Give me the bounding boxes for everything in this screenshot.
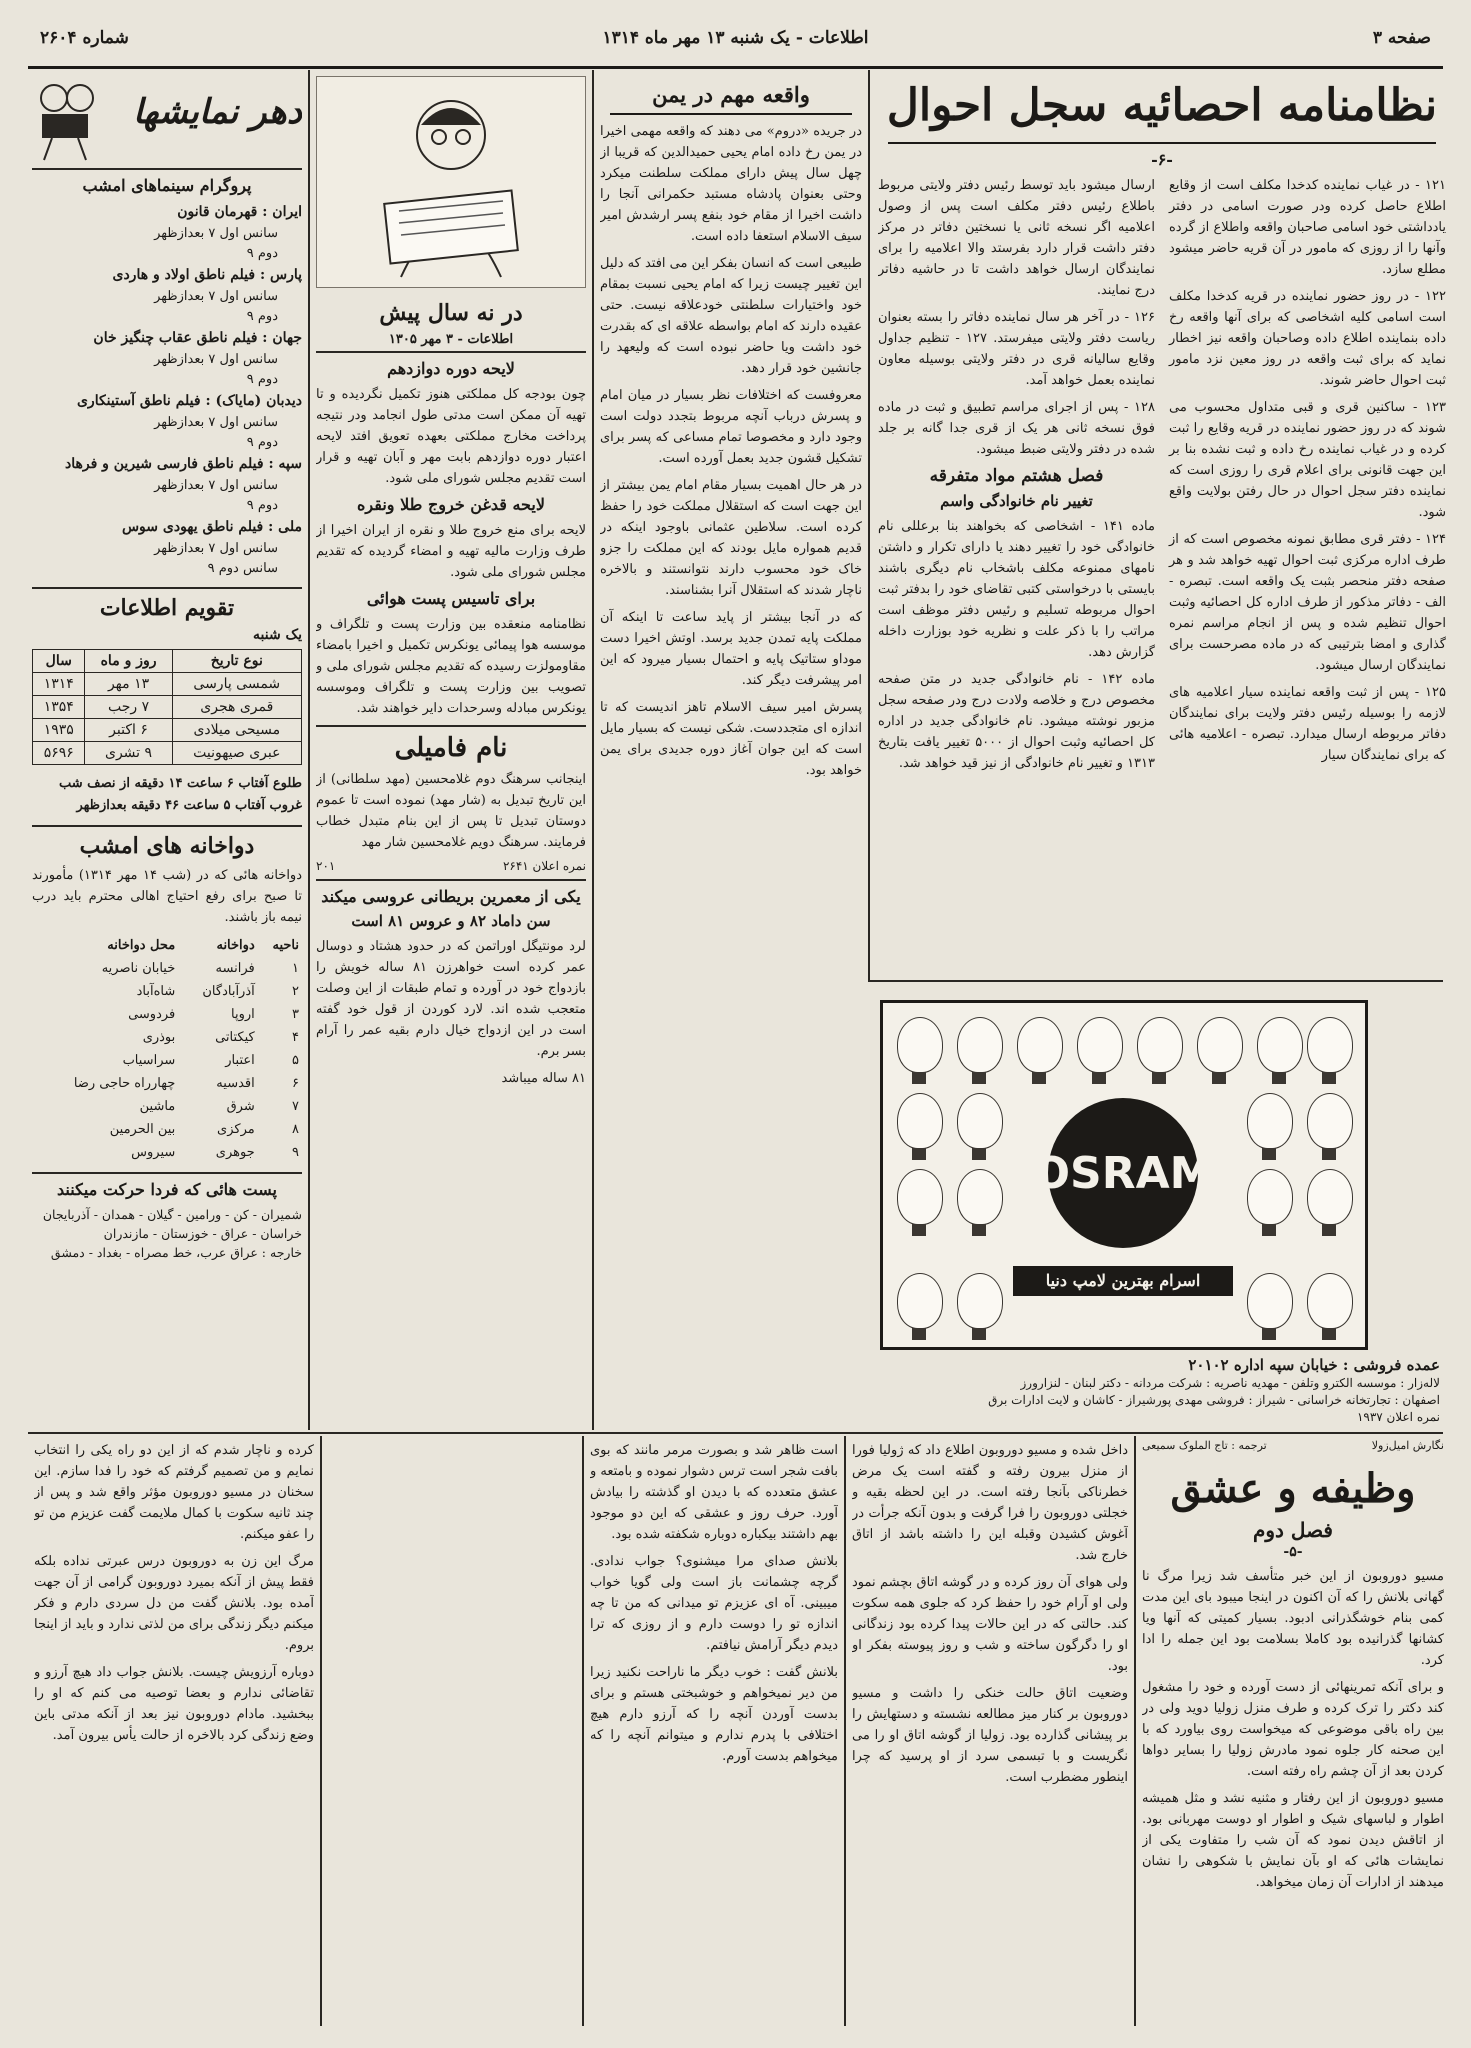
yemen-paragraph: معروفست که اختلافات نظر بسیار در میان امام و پسرش درباب آنچه مربوط بتجدد دولت است وجود دارد و مخصوصا تمام مساعی که پسر برای تشکیل قشون جدید بعمل آورده است. — [600, 388, 862, 466]
calendar-daymonth: ۶ اکتبر — [85, 719, 172, 742]
serial-paragraph: و برای آنکه تمرینهائی از دست آورده و خود را مشغول کند دکتر را ترک کرده و طرف منزل زولیا دوید ولی در بین راه باقی موضوعی که میخواست روی بیاورد که با این صحنه کار جلوه نمود مادرش زولیا را بسایر دواها کردن بعد از آن چشم راه رفته است. — [1142, 1680, 1444, 1779]
calendar-day: یک شنبه — [253, 627, 302, 643]
calendar-year: ۱۳۵۴ — [33, 696, 85, 719]
pharmacy-row — [32, 1118, 302, 1141]
cinema-list — [32, 201, 302, 579]
census-article — [878, 76, 1446, 976]
bulb-illustration — [1247, 1093, 1293, 1149]
serial-paragraph: ولی هوای آن روز کرده و در گوشه اتاق بچشم نمود ولی او آرام خود را حفظ کرد که جلوی همه سکوت کند. حالتی که در این حالات پیدا کرده بود زندگانی او را دگرگون ساخته و شب و روز پیوسته بفکر او بود. — [852, 1575, 1128, 1674]
family-name-code: ۲۰۱ — [316, 859, 336, 873]
issue-number: شماره ۲۶۰۴ — [40, 28, 129, 48]
pharmacy-location: چهارراه حاجی رضا — [73, 1076, 176, 1091]
bulb-illustration — [1307, 1273, 1353, 1329]
bulb-illustration — [897, 1017, 943, 1073]
family-name-notice: نمره اعلان ۲۶۴۱ — [502, 859, 586, 873]
theater-film: فیلم ناطق عقاب چنگیز خان — [93, 330, 258, 346]
bulb-illustration — [1137, 1017, 1183, 1073]
theater-show-first: سانس اول ۷ بعدازظهر — [154, 541, 278, 556]
serial-paragraph: مسیو دوروبون از این رفتار و مثنیه نشد و مثل همیشه اطوار و لباسهای شیک و اطوار او دوست مهربانی بود. از اتاقش دیدن نمود که آن شب را متفاوت یکی از نمایشات هائی که او بآن نمایش با شکوهی را نشان میدهند از ادارات آن زمان میخواهد. — [1142, 1791, 1444, 1890]
serial-paragraph: مسیو دوروبون از این خبر متأسف شد زیرا مرگ نا گهانی بلانش را که آن اکنون در اینجا میبود بای این مدت کمی بنام خوشگذرانی ادبود. بسیار کمیتی که آنها ویا کشانها گذرانیده بود کاملا بسلامت بود این جمله را ادا کرد. — [1142, 1569, 1444, 1668]
theater-name: دیدبان (مایاک) : — [205, 393, 302, 409]
serial-chapter: فصل دوم — [1253, 1518, 1333, 1542]
cinema-header — [32, 76, 302, 170]
calendar-title: تقویم اطلاعات — [99, 595, 235, 621]
bulb-illustration — [1307, 1017, 1353, 1073]
history-paragraph: لایحه برای منع خروج طلا و نقره از ایران اخیرا از طرف وزارت مالیه تهیه و امضاء گردیده که تقدیم مجلس شورای ملی شود. — [316, 523, 586, 580]
theater-show-second: دوم ۹ — [246, 372, 278, 387]
serial-column — [852, 1440, 1128, 2026]
bulb-illustration — [1307, 1093, 1353, 1149]
serial-byline: نگارش امیل‌زولا — [1371, 1439, 1444, 1452]
pharmacy-name: اروپا — [230, 1007, 255, 1022]
column-divider — [582, 1436, 584, 2026]
bulb-illustration — [1197, 1017, 1243, 1073]
theater-show-first: سانس اول ۷ بعدازظهر — [154, 415, 278, 430]
calendar-type: شمسی پارسی — [172, 673, 301, 696]
masthead-rule — [28, 66, 1443, 69]
pharmacy-name: مرکزی — [217, 1122, 255, 1137]
pharmacy-row — [32, 957, 302, 980]
serial-paragraph: مرگ این زن به دوروبون درس عبرتی نداده بلکه فقط پیش از آنکه بمیرد دوروبون گرامی از آن جهت آمده بود. بلانش گفت من دل سردی دارم و فکر میکنم دیگر زندگی برای من لذتی ندارد و باید از اینجا بروم. — [34, 1554, 314, 1653]
pharmacy-row — [32, 1072, 302, 1095]
theater-show-second: دوم ۹ — [246, 498, 278, 513]
theater-name: سپه : — [268, 456, 302, 472]
theater-show-second: سانس دوم ۹ — [207, 561, 278, 576]
serial-paragraph: دوباره آرزویش چیست. بلانش جواب داد هیچ آرزو و تقاضائی ندارم و بعضا توصیه می کنم که او را ببخشید. مادام دوروبون نیز بعد از آنکه مدتی باین وضع زندگی کرد بالاخره از حالت یأس بیرون آمد. — [34, 1665, 314, 1743]
calendar-row — [33, 742, 302, 765]
pharmacy-col-name: دواخانه — [216, 938, 255, 953]
cinema-programs-title: پروگرام سینماهای امشب — [82, 176, 252, 195]
theater-name: ایران : — [262, 204, 302, 220]
pharmacy-location: سیروس — [131, 1145, 176, 1160]
census-paragraph: ۱۲۱ - در غیاب نماینده کدخدا مکلف است از وقایع اطلاع حاصل کرده ودر صورت اسامی در دفتر یادداشتی خود اسامی صاحبان واقعه واطلاع از گرده وآنها را از روزی که مامور در آن قریه حاضر میشود مطلع سازد. — [1169, 178, 1446, 277]
pharmacy-row — [32, 980, 302, 1003]
pharmacy-name: فرانسه — [215, 961, 255, 976]
pharmacy-area: ۵ — [292, 1053, 299, 1068]
census-paragraph: ۱۲۲ - در روز حضور نماینده در قریه کدخدا مکلف است اسامی کلیه اشخاصی که برای آنها واقعه رخ داده بنماینده اطلاع داده وصاحبان واقعه نیز اخطار نماید که برای ثبت واقعه در روز معین نزد مامور ثبت احوال حاضر شوند. — [1169, 289, 1446, 388]
pharmacy-col-area: ناحیه — [272, 938, 299, 953]
serial-paragraph: داخل شده و مسیو دوروبون اطلاع داد که ژولیا فورا از منزل بیرون رفته و گفته است یک مرض خطرناکی بآنجا رفته است. در این لحظه بقیه و خجلتی دوروبون را فرا گرفت و بدون آنکه جرأت در آغوش کشیدن وقبله این را داشته باشد از اتاق خارج شد. — [852, 1443, 1128, 1563]
pharmacy-name: اقدسیه — [216, 1076, 255, 1091]
theater-film: فیلم ناطق یهودی سوس — [121, 519, 264, 535]
pharmacy-area: ۶ — [292, 1076, 299, 1091]
theater-film: قهرمان قانون — [177, 204, 258, 220]
history-paragraph: چون بودجه کل مملکتی هنوز تکمیل نگردیده و تا تهیه آن ممکن است مدتی طول انجامد ودر نتیجه پرداخت مخارج مملکتی بعهده تعویق افتد لایحه اعتبار دوره دوازدهم بابت مهر و آبان تهیه و قرار است تقدیم مجلس شورای ملی شود. — [316, 387, 586, 486]
pharmacy-location: ماشین — [139, 1099, 176, 1114]
yemen-paragraph: که در آنجا بیشتر از پاید ساعت تا اینکه آن مملکت پایه تمدن جدید برسد. اوتش اخیرا دست موداو ستاتیک پایه و احتمال بسیار میرود که این امر پیشرفت دیگر کند. — [600, 610, 862, 688]
serial-title: وظیفه و عشق — [1170, 1465, 1416, 1512]
cinema-section-title: دهر نمایشها — [133, 92, 302, 132]
history-subheading: برای تاسیس پست هوائی — [366, 589, 536, 608]
pharmacy-name: اعتبار — [225, 1053, 255, 1068]
wedding-subtitle: سن داماد ۸۲ و عروس ۸۱ است — [351, 912, 551, 930]
census-paragraph: ۱۲۸ - پس از اجرای مراسم تطبیق و ثبت در ماده فوق نسخه ثانی هر یک از قری جدا گانه بر جلد شده در دفتر ولایتی ضبط میشود. — [878, 400, 1155, 457]
cinema-entry — [32, 516, 302, 579]
calendar-daymonth: ۹ تشری — [85, 742, 172, 765]
yemen-title: واقعه مهم در یمن — [652, 82, 810, 107]
section-divider — [28, 1432, 1443, 1434]
post-line: خراسان - عراق - خوزستان - مازندران — [103, 1226, 302, 1241]
title-underline — [610, 113, 852, 115]
pharmacy-area: ۳ — [292, 1007, 299, 1022]
pharmacy-name: کیکتاتی — [215, 1030, 255, 1045]
theater-show-second: دوم ۹ — [246, 309, 278, 324]
serial-paragraph: کرده و ناچار شدم که از این دو راه یکی را انتخاب نمایم و من تصمیم گرفتم که خود را فدا سازم. این سخنان در مسیو دوروبون مؤثر واقع شد و پس از چند ثانیه سکوت با کمال ملایمت گفت عزیزم من تو را عفو میکنم. — [34, 1443, 314, 1542]
pharmacy-area: ۷ — [292, 1099, 299, 1114]
pharmacy-area: ۲ — [292, 984, 299, 999]
cinema-entry — [32, 390, 302, 453]
column-divider — [844, 1436, 846, 2026]
theater-name: ملی : — [268, 519, 302, 535]
post-line: خارجه : عراق عرب، خط مصراه - بغداد - دمشق — [50, 1245, 302, 1260]
calendar-col-year: سال — [33, 650, 85, 673]
post-title: پست هائی که فردا حرکت میکنند — [57, 1180, 277, 1199]
pharmacy-row — [32, 1049, 302, 1072]
theater-show-second: دوم ۹ — [246, 246, 278, 261]
osram-dealer-line: لاله‌زار : موسسه الکترو وتلفن - مهدیه ناصریه : شرکت مردانه - دکتر لبنان - لنزارورز — [1020, 1376, 1440, 1390]
history-column — [316, 76, 586, 1426]
reader-illustration — [316, 76, 586, 288]
yemen-article — [600, 76, 862, 1426]
census-paragraph: ماده ۱۴۱ - اشخاصی که بخواهند بنا برعللی نام خانوادگی خود را تغییر دهند یا دارای تکرار و داشتن نامهای ممنوعه مکلف باشخاب نام دیگری باشند بایستی با درخواستی کتبی تقاضای خود را بدفتر ثبت احوال مربوطه تسلیم و رئیس دفتر موظف است مراتب را با ذکر علت و نظریه خود بوزارت داخله گزارش دهد. — [878, 519, 1155, 660]
serial-translator: ترجمه : تاج الملوک سمیعی — [1142, 1439, 1267, 1452]
theater-film: فیلم ناطق فارسی شیرین و فرهاد — [64, 456, 264, 472]
pharmacy-area: ۹ — [292, 1145, 299, 1160]
calendar-year: ۱۹۳۵ — [33, 719, 85, 742]
serial-paragraph: بلانش صدای مرا میشنوی؟ جواب ندادی. گرچه چشمانت باز است ولی گویا خواب میبینی. آه ای عزیزم تو میدانی که من تا چه اندازه تو را دوست دارم و از روزی که ترا دیدم دیگر آرامش نیافتم. — [590, 1554, 838, 1653]
calendar-type: عبری صیهونیت — [172, 742, 301, 765]
census-paragraph: ۱۲۴ - دفتر قری مطابق نمونه مخصوص است که از طرف اداره مرکزی ثبت احوال تهیه خواهد شد و هر صفحه دفتر منحصر بثبت یک واقعه است. تبصره - الف - دفاتر مذکور از طرف اداره کل احصائیه وثبت احوال تنظیم شده و پس از انجام مراسم نمره گذاری و امضا بترتیبی که در ماده مصرحست برای نمایندگان ارسال میشود. — [1169, 532, 1446, 673]
osram-dealers — [880, 1356, 1440, 1428]
family-name-title: نام فامیلی — [394, 733, 508, 763]
history-paragraph: نظامنامه منعقده بین وزارت پست و تلگراف و موسسه هوا پیمائی یونکرس تکمیل و اخیرا بامضاء مقاومولزت رسیده که تقدیم مجلس شورای ملی و تصویب بین وزارت پست و تلگراف وموسسه یونکرس مبادله وسرحدات دایر خواهند شد. — [316, 617, 586, 716]
serial-part: -۵- — [1283, 1544, 1303, 1560]
column-divider — [868, 70, 870, 980]
section-divider — [868, 980, 1443, 982]
osram-dealer-line: اصفهان : تجارتخانه خراسانی - شیراز : فروشی مهدی پورشیراز - کاشان و لایت ادارات برق — [988, 1393, 1440, 1407]
census-paragraph: ارسال میشود باید توسط رئیس دفتر ولایتی مربوط باطلاع رئیس دفتر مکلف است پس از وصول اعلامیه اگر نسخه ثانی یا نسختین دفاتر در مرکز دفتر داشت قرار دارد بفرستد والا اعلامیه را برای نمایندگان ارسال خواهد داشت تا در حاشیه دفاتر درج نمایند. — [878, 178, 1155, 298]
bulb-illustration — [957, 1169, 1003, 1225]
pharmacies-intro: دواخانه هائی که در (شب ۱۴ مهر ۱۳۱۴) مأمورند تا صبح برای رفع احتیاج اهالی محترم باید درب نیمه باز باشند. — [32, 868, 302, 925]
census-paragraph: ماده ۱۴۲ - نام خانوادگی جدید در متن صفحه مخصوص درج و خلاصه ولادت درج ودر صفحه سجل مزبور نوشته میشود. نام خانوادگی جدید در اداره کل احصائیه وثبت احوال از ۵۰۰۰ تغییر یافت بتاریخ ۱۳۱۳ و تغییر نام خانوادگی از نیز قید خواهد شد. — [878, 672, 1155, 771]
cinema-entry — [32, 264, 302, 327]
calendar-col-type: نوع تاریخ — [172, 650, 301, 673]
osram-dealer-line: عمده فروشی : خیابان سپه اداره ۲۰۱۰۲ — [1188, 1356, 1440, 1374]
pharmacy-location: خیابان ناصریه — [101, 961, 176, 976]
bulb-illustration — [1077, 1017, 1123, 1073]
chapter-subheading: تغییر نام خانوادگی واسم — [940, 492, 1093, 510]
osram-notice-number: نمره اعلان ۱۹۳۷ — [1356, 1410, 1440, 1424]
pharmacy-area: ۱ — [292, 961, 299, 976]
pharmacy-col-location: محل دواخانه — [107, 938, 176, 953]
calendar-daymonth: ۷ رجب — [85, 696, 172, 719]
pharmacies-title: دواخانه های امشب — [79, 833, 255, 859]
bulb-illustration — [1247, 1169, 1293, 1225]
history-title: در نه سال پیش — [379, 300, 523, 326]
newspaper-reader-icon — [317, 77, 585, 285]
bulb-illustration — [1247, 1273, 1293, 1329]
osram-tagline: اسرام بهترین لامپ دنیا — [1013, 1266, 1233, 1296]
wedding-age-note: ۸۱ ساله میباشد — [501, 1071, 586, 1086]
history-source: اطلاعات - ۳ مهر ۱۳۰۵ — [316, 332, 586, 353]
pharmacies-table — [32, 934, 302, 1164]
osram-logo: OSRAM — [1048, 1098, 1198, 1248]
pharmacy-area: ۴ — [292, 1030, 299, 1045]
pharmacy-location: سراسیاب — [122, 1053, 176, 1068]
theater-show-second: دوم ۹ — [246, 435, 278, 450]
calendar-row — [33, 673, 302, 696]
calendar-year: ۵۶۹۶ — [33, 742, 85, 765]
bulb-illustration — [957, 1093, 1003, 1149]
calendar-type: مسیحی میلادی — [172, 719, 301, 742]
column-divider — [592, 70, 594, 1430]
theater-show-first: سانس اول ۷ بعدازظهر — [154, 226, 278, 241]
serial-paragraph: وضعیت اتاق حالت خنکی را داشت و مسیو دوروبون بر کنار میز مطالعه نشسته و دستهایش را بر پیشانی گذارده بود. زولیا از گوشه اتاق او را می نگریست و با تبسمی سرد از او پرسید که چرا اینطور مضطرب است. — [852, 1686, 1128, 1785]
theater-show-first: سانس اول ۷ بعدازظهر — [154, 478, 278, 493]
theater-show-first: سانس اول ۷ بعدازظهر — [154, 289, 278, 304]
pharmacy-name: شرق — [226, 1099, 255, 1114]
calendar-col-daymonth: روز و ماه — [85, 650, 172, 673]
film-projector-icon — [32, 80, 102, 162]
census-paragraph: ۱۲۳ - ساکنین قری و قبی متداول محسوب می شوند که در روز حضور نماینده در قریه وقایع را ثبت کرده و در غیاب نماینده رخ داده و ثبت نشده بنا بر این جهت قانونی برای اعلام قری را روزی است که نماینده دفتر سجل احوال در حال رفتن بولایت واقع شود. — [1169, 400, 1446, 520]
calendar-table — [32, 649, 302, 765]
wedding-title: یکی از معمرین بریطانی عروسی میکند — [321, 887, 581, 906]
cinema-entry — [32, 453, 302, 516]
yemen-paragraph: در جریده «دروم» می دهند که واقعه مهمی اخیرا در یمن رخ داده امام یحیی حمیدالدین که قریبا از چهل سال پیش دارای مملکت سلطنت میکرد وحتی بعنوان پادشاه مستبد حکمرانی آنجا را داشت اخیرا از مقام خود بنفع پسر ارشدش امیر سیف الاسلام استعفا داده است. — [600, 124, 862, 244]
cinema-entry — [32, 327, 302, 390]
serial-column — [590, 1440, 838, 2026]
pharmacy-row — [32, 1095, 302, 1118]
pharmacy-name: جوهری — [215, 1145, 255, 1160]
bulb-illustration — [897, 1093, 943, 1149]
history-subheading: لایحه قدغن خروج طلا ونقره — [357, 495, 545, 514]
census-paragraph: ۱۲۶ - در آخر هر سال نماینده دفاتر را بسته بعنوان ریاست دفتر ولایتی میفرستد. ۱۲۷ - تنظیم جداول وقایع سالیانه قری در دفتر ولایتی بوسیله معاون نماینده بعمل خواهد آمد. — [878, 310, 1155, 388]
history-subheading: لایحه دوره دوازدهم — [387, 359, 515, 378]
theater-film: فیلم ناطق آستینکاری — [76, 393, 201, 409]
census-paragraph: ۱۲۵ - پس از ثبت واقعه نماینده سیار اعلامیه های لازمه را بوسیله رئیس دفتر ولایت برای نمایندگان دفاتر مربوطه ارسال میدارد. تبصره - اعلامیه هائی که برای نمایندگان سیار — [1169, 685, 1446, 763]
title-underline — [888, 142, 1436, 144]
pharmacy-location: شاه‌آباد — [136, 984, 176, 999]
calendar-daymonth: ۱۳ مهر — [85, 673, 172, 696]
bulb-illustration — [897, 1273, 943, 1329]
listings-column — [32, 76, 302, 1426]
calendar-row — [33, 719, 302, 742]
pharmacy-row — [32, 1141, 302, 1164]
bulb-illustration — [957, 1017, 1003, 1073]
bulb-illustration — [1017, 1017, 1063, 1073]
yemen-paragraph: در هر حال اهمیت بسیار مقام امام یمن بیشتر از این جهت است که استقلال مملکت خود را حفظ کرده است. سلاطین عثمانی باوجود اینکه در قدیم همواره مایل بودند که این مملکت را جزو خاک خود محسوب دارند نتوانستند و بالاخره ناچار شدند که استقلال آنرا بشناسند. — [600, 478, 862, 598]
calendar-year: ۱۳۱۴ — [33, 673, 85, 696]
theater-show-first: سانس اول ۷ بعدازظهر — [154, 352, 278, 367]
sunset-time: غروب آفتاب ۵ ساعت ۴۶ دقیقه بعدازظهر — [76, 798, 302, 813]
yemen-paragraph: پسرش امیر سیف الاسلام تاهز اندیست که تا اندازه ای متجددست. شکی نیست که بسیار مایل است که این جوان آغاز دوره جدیدی برای یمن خواهد بود. — [600, 700, 862, 778]
census-part: -۶- — [1151, 150, 1173, 169]
column-divider — [308, 70, 310, 1430]
cinema-entry — [32, 201, 302, 264]
column-divider — [320, 1436, 322, 2026]
pharmacy-area: ۸ — [292, 1122, 299, 1137]
calendar-row — [33, 696, 302, 719]
serial-column — [1142, 1438, 1444, 2028]
post-line: شمیران - کن - ورامین - گیلان - همدان - آذربایجان — [42, 1207, 302, 1222]
bulb-illustration — [1307, 1169, 1353, 1225]
theater-name: جهان : — [262, 330, 302, 346]
pharmacy-location: فردوسی — [128, 1007, 176, 1022]
pharmacy-name: آذرآبادگان — [202, 984, 255, 999]
bulb-illustration — [897, 1169, 943, 1225]
serial-column — [34, 1440, 314, 2026]
pharmacy-row — [32, 1026, 302, 1049]
census-title: نظامنامه احصائیه سجل احوال — [886, 80, 1438, 131]
wedding-paragraph: لرد مونتیگل اوراتمن که در حدود هشتاد و دوسال عمر کرده است خواهرزن ۸۱ ساله خویش را بازدواج خود در آورده و تمام طبقات از این وصلت متعجب شده اند. لارد کوردن از قول خود گفته است در این ازدواج خیال دارم بقیه عمر را آرام بسر برم. — [316, 939, 586, 1059]
yemen-paragraph: طبیعی است که انسان بفکر این می افتد که دلیل این تغییر چیست زیرا که امام یحیی نسبت بمقام خود واختیارات سلطنتی خودعلاقه نیست. حتی عقیده دارند که امام بواسطه علاقه ای که بقدرت خود داشت ویا حاضر نبوده است که ولیعهد را جانشین خود قرار دهد. — [600, 256, 862, 376]
calendar-type: قمری هجری — [172, 696, 301, 719]
pharmacy-location: بوذری — [142, 1030, 176, 1045]
theater-film: فیلم ناطق اولاد و هاردی — [112, 267, 256, 283]
dateline: اطلاعات - یک شنبه ۱۳ مهر ماه ۱۳۱۴ — [602, 28, 869, 48]
osram-advertisement — [880, 1000, 1368, 1350]
column-divider — [1134, 1436, 1136, 2026]
sunrise-time: طلوع آفتاب ۶ ساعت ۱۴ دقیقه از نصف شب — [59, 776, 302, 791]
page-number: صفحه ۳ — [1372, 28, 1431, 48]
bulb-illustration — [1257, 1017, 1303, 1073]
family-name-body: اینجانب سرهنگ دوم غلامحسین (مهد سلطانی) از این تاریخ تبدیل به (شار مهد) نموده است تا عموم دوستان تبدیل تا پس از این بنام متبدل خطاب فرمایند. سرهنگ دویم غلامحسین شار مهد — [316, 772, 586, 850]
bulb-illustration — [957, 1273, 1003, 1329]
serial-paragraph: بلانش گفت : خوب دیگر ما ناراحت نکنید زیرا من دیر نمیخواهم و خوشبختی هستم و برای بدست آوردن آنچه را که آرزو دارم هیچ اختلافی با پدرم ندارم و میتوانم آنچه را که میخواهم بدست آورم. — [590, 1665, 838, 1764]
chapter-heading: فصل هشتم مواد متفرقه — [929, 466, 1104, 486]
pharmacy-location: بین الحرمین — [109, 1122, 176, 1137]
theater-name: پارس : — [259, 267, 302, 283]
serial-paragraph: است ظاهر شد و بصورت مرمر مانند که بوی بافت شجر است ترس دشوار نموده و بامتعه و عشق متعدده که با دیدن او گذشته را بیادش آورد. حرف روز و عشقی که این دو موجود بهم داشتند بیکباره دوباره شکفته شده بود. — [590, 1443, 838, 1542]
pharmacy-row — [32, 1003, 302, 1026]
